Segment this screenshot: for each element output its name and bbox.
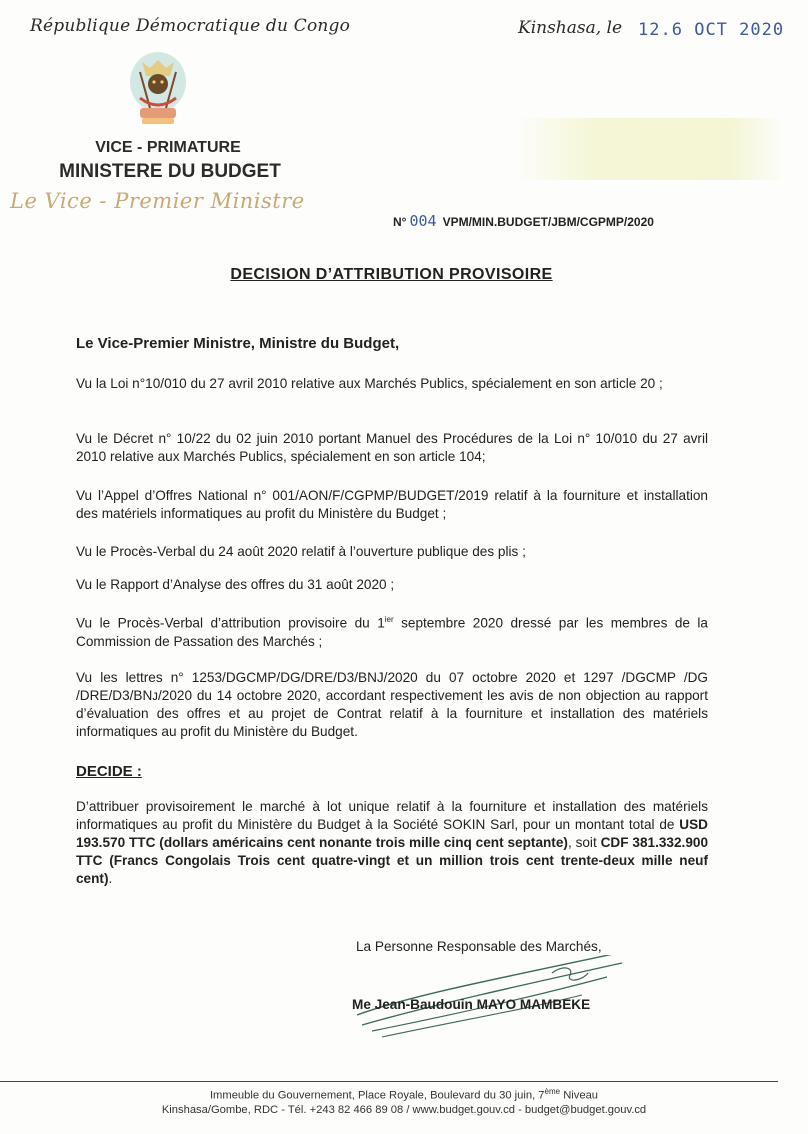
considerant-7: Vu les lettres n° 1253/DGCMP/DG/DRE/D3/BNJ/2020 du 07 octobre 2020 et 1297 /DGCMP /DG /DRE/D3/BNᴊ/2020 du 14 octobre 2020, accordant respectivement les avis de non objection au rapport d’évaluation des offres et au projet de Contrat relatif à la fourniture et installation des matériels informatiques au profit du Ministère du Budget. bbox=[76, 670, 708, 739]
decision-cdf-amount: CDF 381.332.900 TTC (Francs Congolais Trois cent quatre-vingt et un million trois cent trente-deux mille neuf cent) bbox=[76, 835, 709, 886]
document-title bbox=[0, 266, 783, 284]
considerant-6-part1: Vu le Procès-Verbal d’attribution provisoire du 1 bbox=[76, 615, 385, 631]
considerant-4: Vu le Procès-Verbal du 24 août 2020 relatif à l’ouverture publique des plis ; bbox=[76, 544, 526, 559]
considerant-1: Vu la Loi n°10/010 du 27 avril 2010 relative aux Marchés Publics, spécialement en son article 20 ; bbox=[76, 376, 663, 391]
decide-heading: DECIDE : bbox=[76, 763, 142, 780]
ministry-heading: MINISTERE DU BUDGET bbox=[59, 161, 281, 182]
document-title-text: DECISION D’ATTRIBUTION PROVISOIRE bbox=[230, 266, 553, 283]
addressee: Le Vice-Premier Ministre, Ministre du Budget, bbox=[76, 335, 400, 352]
considerant-6-sup: ier bbox=[384, 615, 394, 624]
considerant-2: Vu le Décret n° 10/22 du 02 juin 2010 portant Manuel des Procédures de la Loi n° 10/010 du 27 avril 2010 relative aux Marchés Publics, spécialement en son article 104; bbox=[76, 431, 708, 464]
coat-of-arms-icon bbox=[120, 48, 196, 134]
considerant-6-part2: septembre 2020 dressé par les membres de la Commission de Passation des Marchés ; bbox=[76, 615, 708, 649]
decision-text bbox=[76, 798, 708, 888]
date-day: 12.6 bbox=[638, 20, 683, 40]
footer-contact: Kinshasa/Gombe, RDC - Tél. +243 82 466 89 08 / www.budget.gouv.cd - budget@budget.gouv.cd bbox=[161, 1104, 647, 1116]
decision-usd-amount: USD 193.570 TTC (dollars américains cent nonante trois mille cinq cent septante) bbox=[76, 817, 708, 850]
vice-premier-ministre-heading: Le Vice - Premier Ministre bbox=[10, 189, 305, 213]
reference-number bbox=[393, 212, 654, 230]
footer-address-part2: Niveau bbox=[560, 1089, 599, 1102]
decision-part3: . bbox=[108, 871, 113, 886]
considerant-3: Vu l’Appel d’Offres National n° 001/AON/F/CGPMP/BUDGET/2019 relatif à la fourniture et installation des matériels informatiques au profit du Ministère du Budget ; bbox=[76, 488, 708, 521]
date-month-year: OCT 2020 bbox=[694, 20, 785, 40]
footer-address-part1: Immeuble du Gouvernement, Place Royale, Boulevard du 30 juin, 7 bbox=[209, 1089, 545, 1102]
vice-primature-heading: VICE - PRIMATURE bbox=[95, 139, 241, 156]
decision-part1: D’attribuer provisoirement le marché à lot unique relatif à la fourniture et installation des matériels informatiques au profit du Ministère du Budget à la Société SOKIN Sarl, pour un montant total de bbox=[76, 799, 708, 832]
signer-title: La Personne Responsable des Marchés, bbox=[356, 939, 602, 954]
signer-name: Me Jean-Baudouin MAYO MAMBEKE bbox=[352, 997, 591, 1012]
republique-heading: République Démocratique du Congo bbox=[30, 16, 351, 36]
considerant-5: Vu le Rapport d’Analyse des offres du 31 août 2020 ; bbox=[76, 577, 395, 592]
date-stamp bbox=[638, 20, 784, 40]
ref-number: 004 bbox=[409, 212, 437, 230]
footer-divider bbox=[0, 1081, 778, 1082]
place-label: Kinshasa, le bbox=[518, 18, 623, 38]
decision-part2: , soit bbox=[567, 835, 601, 850]
ref-suffix: VPM/MIN.BUDGET/JBM/CGPMP/2020 bbox=[442, 215, 654, 229]
footer-address-sup: ème bbox=[544, 1087, 561, 1096]
faded-stamp-area bbox=[515, 118, 785, 180]
ref-prefix: N° bbox=[393, 215, 407, 229]
considerant-6 bbox=[76, 611, 708, 651]
footer-address bbox=[0, 1087, 808, 1102]
